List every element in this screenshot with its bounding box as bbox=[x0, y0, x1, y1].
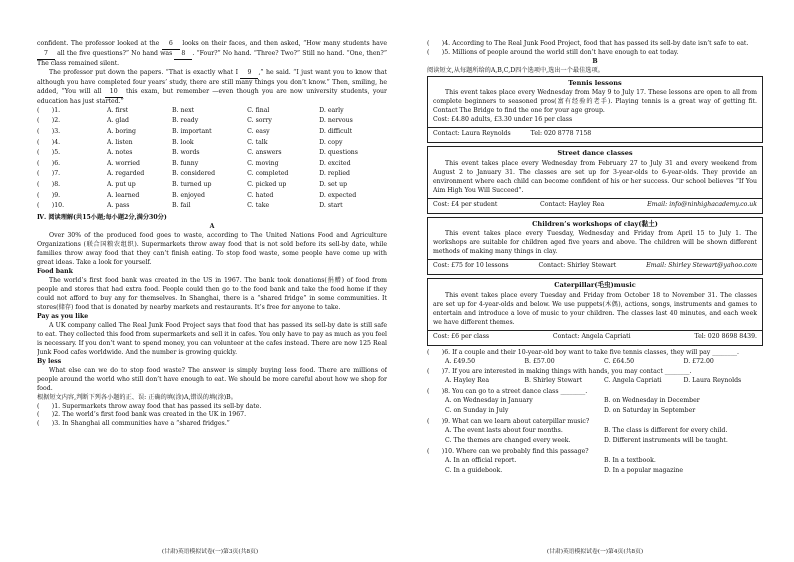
blank-9[interactable]: 9 bbox=[240, 69, 258, 79]
mc-option[interactable]: D. Laura Reynolds bbox=[683, 377, 742, 385]
option-row[interactable]: ( )4. A. listen B. look C. talk D. copy bbox=[37, 138, 343, 146]
ad-title: Tennis lessons bbox=[568, 78, 622, 87]
ad-box-clay-workshop bbox=[427, 217, 763, 275]
option-row[interactable]: ( )7. A. regarded B. considered C. completed D. replied bbox=[37, 170, 350, 178]
ad-box-street-dance bbox=[427, 146, 763, 213]
mc-option[interactable]: B. £57.00 bbox=[524, 357, 555, 365]
mc-option[interactable]: B. In a textbook. bbox=[604, 456, 656, 464]
mc-question[interactable]: ( )8. You can go to a street dance class ________. bbox=[427, 387, 588, 395]
right-page bbox=[427, 40, 763, 545]
mc-question[interactable]: ( )9. What can we learn about caterpillar music? bbox=[427, 417, 590, 425]
mc-option[interactable]: A. £49.50 bbox=[445, 357, 476, 365]
ad-cost: Cost: £4 per student bbox=[433, 200, 498, 208]
ad-contact: Contact: Shirley Stewart bbox=[538, 262, 617, 270]
ad-email: Email: Shirley Stewart@yahoo.com bbox=[646, 262, 757, 270]
true-false-question[interactable]: ( )3. In Shanghai all communities have a “shared fridges.” bbox=[37, 420, 230, 428]
option-row[interactable]: ( )1. A. first B. next C. final D. early bbox=[37, 106, 344, 114]
mc-option[interactable]: A. The event lasts about four months. bbox=[445, 426, 563, 434]
mc-option[interactable]: B. Shirley Stewart bbox=[524, 377, 583, 385]
option-row[interactable]: ( )5. A. notes B. words C. answers D. questions bbox=[37, 149, 358, 157]
blank-7[interactable]: 7 bbox=[37, 50, 55, 60]
mc-option[interactable]: B. on Wednesday in December bbox=[604, 396, 700, 404]
ad-contact: Contact: Laura Reynolds bbox=[433, 130, 511, 138]
passage-b-instructions: 阅读短文,从每题所给的A,B,C,D四个选项中,选出一个最佳选项。 bbox=[427, 66, 604, 74]
ad-contact: Contact: Angela Capriati bbox=[552, 332, 631, 340]
mc-question[interactable]: ( )6. If a couple and their 10-year-old boy want to take five tennis classes, they will pay ________. bbox=[427, 348, 739, 356]
blank-8[interactable]: 8 bbox=[174, 50, 192, 60]
mc-options bbox=[427, 407, 763, 418]
mc-option[interactable]: C. The themes are changed every week. bbox=[445, 437, 571, 445]
ad-box-caterpillar-music bbox=[427, 278, 763, 345]
left-page-footer: (甘肃)英语模拟试卷(一)第3页(共8页) bbox=[161, 549, 259, 555]
passage-a-paragraph: Over 30% of the produced food goes to waste, according to The United Nations Food and Agriculture Organizations (联合国粮农组织). Supermarkets throw away food that is not sold before its sell-by date, while families throw away food that they can’t finish eating. To stop food waste, some people have come up with great ideas. Take a look for yourself. bbox=[37, 231, 387, 266]
cloze-options-table bbox=[37, 107, 387, 213]
ad-title: Caterpillar(毛虫)music bbox=[554, 281, 636, 290]
ad-body: This event takes place every Wednesday from February 27 to July 31 and every weekend from August 2 to January 31. The classes are set up for 3-year-olds to 6-year-olds. They provide an environment where each child can become confident of his or her success. Our school believes “If You Aim High You Will Succeed”. bbox=[433, 159, 757, 194]
option-row[interactable]: ( )9. A. learned B. enjoyed C. hated D. expected bbox=[37, 191, 357, 199]
ad-contact: Contact: Hayley Rea bbox=[540, 200, 605, 208]
passage-a-paragraph: What else can we do to stop food waste? The answer is simply buying less food. There are millions of people around the world who still don’t have enough to eat. We should be more careful about how we shop for food. bbox=[37, 366, 387, 392]
mc-option[interactable]: C. Angela Capriati bbox=[604, 377, 662, 385]
passage-a-label: A bbox=[209, 222, 215, 230]
ad-body: This event takes place every Wednesday from May 9 to July 17. These lessons are open to all from complete beginners to seasoned pros(富有经验的老手). Playing tennis is a great way of getting fit. Contact The Bridge to find the one for your age group. bbox=[433, 89, 757, 115]
true-false-question[interactable]: ( )2. The world’s first food bank was created in the UK in 1967. bbox=[37, 411, 247, 419]
ad-box-tennis bbox=[427, 76, 763, 143]
mc-options bbox=[427, 358, 763, 369]
blank-6[interactable]: 6 bbox=[162, 40, 180, 50]
option-row[interactable]: ( )8. A. put up B. turned up C. picked up D. set up bbox=[37, 181, 348, 189]
true-false-question[interactable]: ( )1. Supermarkets throw away food that has passed its sell-by date. bbox=[37, 402, 262, 410]
mc-options bbox=[427, 467, 763, 478]
mc-question[interactable]: ( )7. If you are interested in making things with hands, you may contact ________. bbox=[427, 368, 692, 376]
mc-options bbox=[427, 457, 763, 468]
ad-cost: Cost: £75 for 10 lessons bbox=[433, 262, 509, 270]
ad-contact-row bbox=[428, 259, 762, 271]
true-false-instructions: 根据短文内容,判断下列各小题的正、误: 正确的填(涂)A,错误的填(涂)B。 bbox=[37, 393, 237, 401]
cloze-paragraph-1: confident. The professor looked at the 6 looks on their faces, and then asked, “How many students have 7 all the five questions?” No hand was 8 . “Four?” No hand. “Three? Two?” Still no hand. “One, then?” The class remained silent. bbox=[37, 40, 387, 67]
true-false-question[interactable]: ( )5. Millions of people around the world still don’t have enough to eat today. bbox=[427, 48, 679, 56]
option-row[interactable]: ( )3. A. boring B. important C. easy D. difficult bbox=[37, 128, 353, 136]
ad-title: Street dance classes bbox=[557, 149, 633, 158]
mc-question[interactable]: ( )10. Where can we probably find this passage? bbox=[427, 447, 589, 455]
mc-option[interactable]: B. The class is different for every child. bbox=[604, 426, 728, 434]
section-title: Ⅳ. 阅读理解(共15小题;每小题2分,满分30分) bbox=[37, 213, 167, 221]
ad-tel: Tel: 020 8698 8439. bbox=[694, 332, 757, 340]
ad-contact-row bbox=[428, 330, 762, 342]
mc-options bbox=[427, 437, 763, 448]
option-row[interactable]: ( )2. A. glad B. ready C. sorry D. nervous bbox=[37, 117, 353, 125]
mc-option[interactable]: C. In a guidebook. bbox=[445, 467, 503, 475]
ad-body: This event takes place every Tuesday and Friday from October 18 to November 31. The classes are set up for 4-year-olds and below. We use puppets(木偶), actions, songs, instruments and games to entertain and introduce a love of music to your children. The classes last 40 minutes, and each week we have different themes. bbox=[433, 291, 757, 326]
mc-option[interactable]: D. Different instruments will be taught. bbox=[604, 437, 728, 445]
mc-option[interactable]: D. £72.00 bbox=[683, 357, 714, 365]
passage-a-paragraph: A UK company called The Real Junk Food Project says that food that has passed its sell-by date is still safe to eat. They collected this food from supermarkets and sell it in cafes. You only have to pay as much as you feel is necessary. If you don’t want to spend money, you can volunteer at the cafes instead. There are now 125 Real Junk Food cafes worldwide. And the number is growing quickly. bbox=[37, 321, 387, 356]
true-false-question[interactable]: ( )4. According to The Real Junk Food Project, food that has passed its sell-by date isn’t safe to eat. bbox=[427, 40, 749, 47]
mc-option[interactable]: A. In an official report. bbox=[445, 456, 517, 464]
ad-title: Children’s workshops of clay(黏土) bbox=[532, 219, 658, 228]
mc-option[interactable]: A. Hayley Rea bbox=[445, 377, 490, 385]
mc-options bbox=[427, 377, 763, 388]
cloze-paragraph-2: The professor put down the papers. “That is exactly what I 9 ,” he said. “I just want you to know that although you have completed four years’ study, there are still many things you don’t know.” Then, smiling, he added, “You will all 10 this exam, but remember —even though you are now university students, your education has just started.” bbox=[37, 68, 387, 105]
ad-body: This event takes place every Tuesday, Wednesday and Friday from April 15 to July 1. The workshops are suitable for children aged five years and above. The children will be shown different methods of making many things in clay. bbox=[433, 230, 757, 256]
mc-option[interactable]: D. In a popular magazine bbox=[604, 467, 684, 475]
ad-email: Email: info@ninhighacademy.co.uk bbox=[647, 200, 757, 208]
ad-cost: Cost: £6 per class bbox=[433, 332, 490, 340]
mc-options bbox=[427, 397, 763, 408]
mc-option[interactable]: D. on Saturday in September bbox=[604, 407, 696, 415]
mc-option[interactable]: C. £64.50 bbox=[604, 357, 635, 365]
ad-cost: Cost: £4.80 adults, £3.30 under 16 per class bbox=[433, 116, 573, 124]
blank-10[interactable]: 10 bbox=[105, 88, 123, 98]
passage-a-paragraph: The world’s first food bank was created in the US in 1967. The bank took donations(捐赠) of food from people and stores that had extra food. People could then go to the food bank and take the food home if they could not afford to buy any for themselves. In Shanghai, there is a “shared fridge” in some communities. It stores(储存) food that is donated by nearby markets and restaurants. It’s free for anyone to take. bbox=[37, 276, 387, 311]
mc-option[interactable]: A. on Wednesday in January bbox=[445, 396, 533, 404]
right-page-footer: (甘肃)英语模拟试卷(一)第4页(共8页) bbox=[546, 549, 644, 555]
ad-tel: Tel: 020 8778 7158 bbox=[530, 130, 592, 138]
option-row[interactable]: ( )10. A. pass B. fail C. take D. start bbox=[37, 202, 343, 210]
ad-contact-row bbox=[428, 127, 762, 139]
left-page bbox=[37, 40, 387, 545]
passage-a-heading: Pay as you like bbox=[37, 312, 89, 320]
passage-a-heading: By less bbox=[37, 357, 62, 365]
option-row[interactable]: ( )6. A. worried B. funny C. moving D. excited bbox=[37, 159, 351, 167]
ad-contact-row bbox=[428, 198, 762, 210]
passage-a-heading: Food bank bbox=[37, 267, 73, 275]
mc-option[interactable]: C. on Sunday in July bbox=[445, 407, 509, 415]
mc-options bbox=[427, 427, 763, 438]
passage-b-label: B bbox=[592, 57, 598, 65]
